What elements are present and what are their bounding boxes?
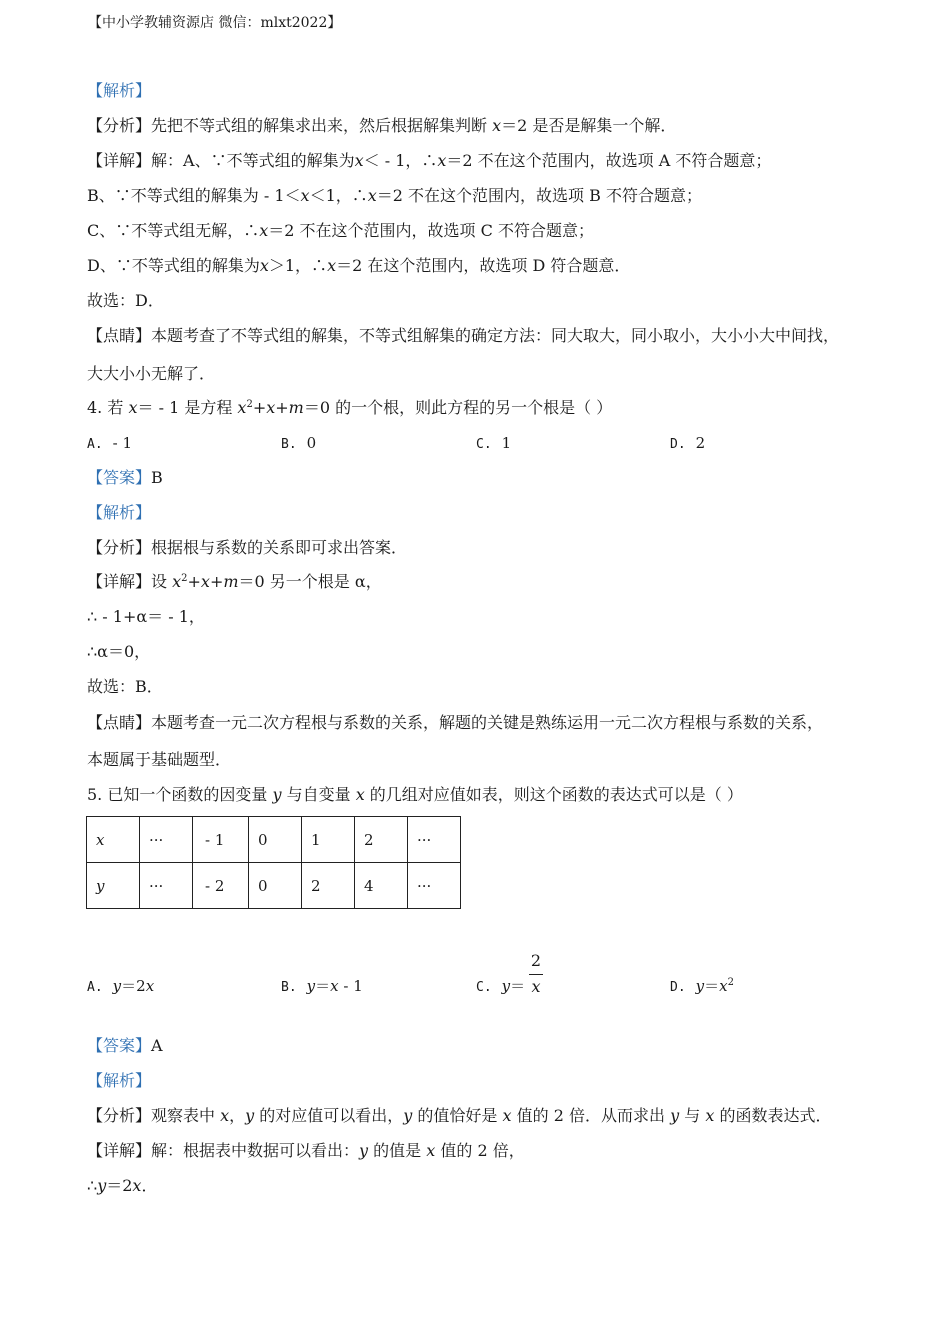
q5-jiexi-label: 【解析】	[87, 1071, 152, 1090]
var: y	[97, 1176, 107, 1195]
text: ∴	[87, 1176, 98, 1195]
var: x	[426, 1141, 436, 1160]
fenxi-tag: 【分析】	[87, 1106, 152, 1125]
fenxi-tag: 【分析】	[87, 116, 152, 135]
text: ＜ - 1，∴	[363, 151, 438, 170]
table-cell: ···	[408, 817, 461, 863]
text: 本题考查一元二次方程根与系数的关系，解题的关键是熟练运用一元二次方程根与系数的关系，	[151, 713, 824, 732]
text: ＝0 的一个根，则此方程的另一个根是（ ）	[303, 398, 613, 417]
q4-choose: 故选：B．	[87, 677, 163, 696]
exponent: 2	[181, 573, 188, 584]
q5-xiangjie	[87, 1140, 525, 1162]
var: y	[359, 1141, 369, 1160]
q4-jiexi-label: 【解析】	[87, 503, 152, 522]
table-row-x	[87, 817, 461, 863]
q5-fenxi	[87, 1105, 831, 1127]
text: 本题考查了不等式组的解集，不等式组解集的确定方法：同大取大，同小取小，大小小大中间找，	[151, 326, 840, 345]
var: x	[719, 977, 728, 995]
option-text: 0	[306, 434, 317, 452]
q5-option-c	[476, 975, 525, 999]
option-letter: B.	[281, 980, 297, 995]
q3-option-d	[87, 255, 630, 277]
option-letter: D.	[670, 980, 686, 995]
exponent: 2	[727, 977, 734, 988]
q4-dianjing	[87, 712, 823, 734]
var: x	[502, 1106, 512, 1125]
var: y	[403, 1106, 413, 1125]
exponent: 2	[246, 399, 253, 410]
text: ＝	[510, 977, 526, 995]
var: x	[200, 572, 210, 591]
var: x	[145, 977, 155, 995]
table-cell: ···	[408, 863, 461, 909]
option-text: 1	[501, 434, 512, 452]
q3-option-b	[87, 185, 702, 207]
var: x	[128, 398, 138, 417]
q3-dianjing-cont: 大大小小无解了．	[87, 364, 216, 383]
value-table	[86, 816, 461, 909]
var: x	[300, 186, 310, 205]
text: 观察表中	[151, 1106, 221, 1125]
q3-xiangjie-a	[87, 150, 771, 172]
q5-option-b	[281, 975, 363, 999]
var: y	[670, 1106, 680, 1125]
table-cell: 1	[302, 817, 355, 863]
text: 值的 2 倍．从而求出	[511, 1106, 671, 1125]
table-cell: 4	[355, 863, 408, 909]
option-letter: C.	[476, 437, 492, 452]
q3-option-c	[87, 220, 594, 242]
q4-option-d	[670, 432, 705, 456]
table-cell: 0	[249, 863, 302, 909]
xiangjie-tag: 【详解】	[87, 572, 152, 591]
text: 与自变量	[281, 785, 356, 804]
q4-fenxi	[87, 537, 407, 559]
text: 5. 已知一个函数的因变量	[87, 785, 273, 804]
text: +	[187, 572, 201, 591]
q3-jiexi-label: 【解析】	[87, 81, 152, 100]
q4-step-1: ∴ - 1+α＝ - 1，	[87, 607, 205, 626]
text: - 1	[338, 977, 363, 995]
table-cell: 2	[302, 863, 355, 909]
text: 的值恰好是	[412, 1106, 503, 1125]
xiangjie-tag: 【详解】	[87, 1141, 152, 1160]
q4-answer	[87, 467, 163, 489]
text: ＝2 不在这个范围内，故选项 B 不符合题意；	[376, 186, 702, 205]
text: ＝	[704, 977, 720, 995]
dianjing-tag: 【点睛】	[87, 713, 152, 732]
var: x	[132, 1176, 142, 1195]
var: x	[354, 151, 364, 170]
text: C、∵不等式组无解，∴	[87, 221, 260, 240]
text: ＞1，∴	[268, 256, 328, 275]
text: ．	[141, 1176, 158, 1195]
text: B、∵不等式组的解集为 - 1＜	[87, 186, 301, 205]
table-cell: - 1	[193, 817, 249, 863]
text: +	[252, 398, 267, 417]
text: +	[275, 398, 289, 417]
var: x	[96, 830, 105, 849]
q5-option-d	[670, 975, 734, 999]
q4-stem	[87, 397, 612, 419]
text: 与	[679, 1106, 706, 1125]
q4-xiangjie	[87, 571, 382, 593]
var: x	[237, 398, 247, 417]
var: x	[355, 785, 365, 804]
fraction-bar	[529, 974, 543, 975]
text: ＜1，∴	[309, 186, 368, 205]
option-letter: D.	[670, 437, 686, 452]
text: ＝	[315, 977, 331, 995]
q5-stem	[87, 784, 743, 806]
text: ＝2 不在这个范围内，故选项 C 不符合题意；	[268, 221, 594, 240]
q3-dianjing	[87, 325, 839, 347]
fraction-denominator: x	[531, 977, 541, 996]
q4-option-a	[87, 432, 132, 456]
var: m	[223, 572, 239, 591]
table-cell: - 2	[193, 863, 249, 909]
var: y	[306, 977, 316, 995]
table-row-y	[87, 863, 461, 909]
answer-value: A	[151, 1036, 163, 1055]
dianjing-tag: 【点睛】	[87, 326, 152, 345]
option-letter: C.	[476, 980, 492, 995]
var: x	[367, 186, 377, 205]
text: ＝2 是否是解集一个解．	[501, 116, 677, 135]
var: x	[705, 1106, 715, 1125]
q4-option-c	[476, 432, 511, 456]
var: x	[266, 398, 276, 417]
q5-answer	[87, 1035, 163, 1057]
text: +	[209, 572, 224, 591]
q4-option-b	[281, 432, 316, 456]
text: ＝ - 1 是方程	[137, 398, 238, 417]
answer-value: B	[151, 468, 163, 487]
table-cell: ···	[140, 863, 193, 909]
text: D、∵不等式组的解集为	[87, 256, 260, 275]
text: 值的 2 倍，	[435, 1141, 525, 1160]
option-text: 2	[695, 434, 706, 452]
text: 设	[151, 572, 173, 591]
option-letter: B.	[281, 437, 297, 452]
text: ＝2	[106, 1176, 133, 1195]
q3-choose: 故选：D．	[87, 291, 164, 310]
table-cell	[87, 863, 140, 909]
var: x	[330, 977, 339, 995]
var: y	[695, 977, 705, 995]
table-cell: ···	[140, 817, 193, 863]
option-letter: A.	[87, 980, 103, 995]
text: 的几组对应值如表，则这个函数的表达式可以是（ ）	[364, 785, 743, 804]
option-text: - 1	[112, 434, 133, 452]
fraction-numerator: 2	[530, 951, 542, 970]
var: y	[501, 977, 511, 995]
table-cell	[87, 817, 140, 863]
table-cell: 2	[355, 817, 408, 863]
q5-option-a	[87, 975, 154, 999]
text: 的值是	[368, 1141, 427, 1160]
text: 根据根与系数的关系即可求出答案．	[151, 538, 408, 557]
table-cell: 0	[249, 817, 302, 863]
var: x	[437, 151, 447, 170]
var: x	[492, 116, 502, 135]
daan-tag: 【答案】	[87, 1036, 152, 1055]
var: x	[327, 256, 337, 275]
q3-fenxi	[87, 115, 676, 137]
text: 的函数表达式．	[714, 1106, 832, 1125]
page-header: 【中小学教辅资源店 微信：mlxt2022】	[88, 15, 342, 31]
var: x	[220, 1106, 230, 1125]
var: x	[259, 256, 269, 275]
text: ，	[229, 1106, 246, 1125]
text: 解：根据表中数据可以看出：	[151, 1141, 360, 1160]
q4-dianjing-cont: 本题属于基础题型．	[87, 750, 232, 769]
text: 解：A、∵不等式组的解集为	[151, 151, 355, 170]
q5-conclusion	[87, 1175, 157, 1197]
fraction-2-over-x	[529, 950, 543, 997]
q4-step-2: ∴α＝0，	[87, 642, 151, 661]
var: x	[259, 221, 269, 240]
text: ＝2	[121, 977, 146, 995]
daan-tag: 【答案】	[87, 468, 152, 487]
text: 先把不等式组的解集求出来，然后根据解集判断	[151, 116, 493, 135]
var: y	[112, 977, 122, 995]
text: 4. 若	[87, 398, 129, 417]
option-letter: A.	[87, 437, 103, 452]
var: y	[272, 785, 282, 804]
fenxi-tag: 【分析】	[87, 538, 152, 557]
var: x	[172, 572, 182, 591]
text: ＝0 另一个根是 α，	[238, 572, 382, 591]
var: y	[245, 1106, 255, 1125]
text: ＝2 在这个范围内，故选项 D 符合题意．	[336, 256, 631, 275]
xiangjie-tag: 【详解】	[87, 151, 152, 170]
var: y	[96, 876, 105, 895]
text: 的对应值可以看出，	[254, 1106, 404, 1125]
var: m	[288, 398, 304, 417]
text: ＝2 不在这个范围内，故选项 A 不符合题意；	[446, 151, 772, 170]
